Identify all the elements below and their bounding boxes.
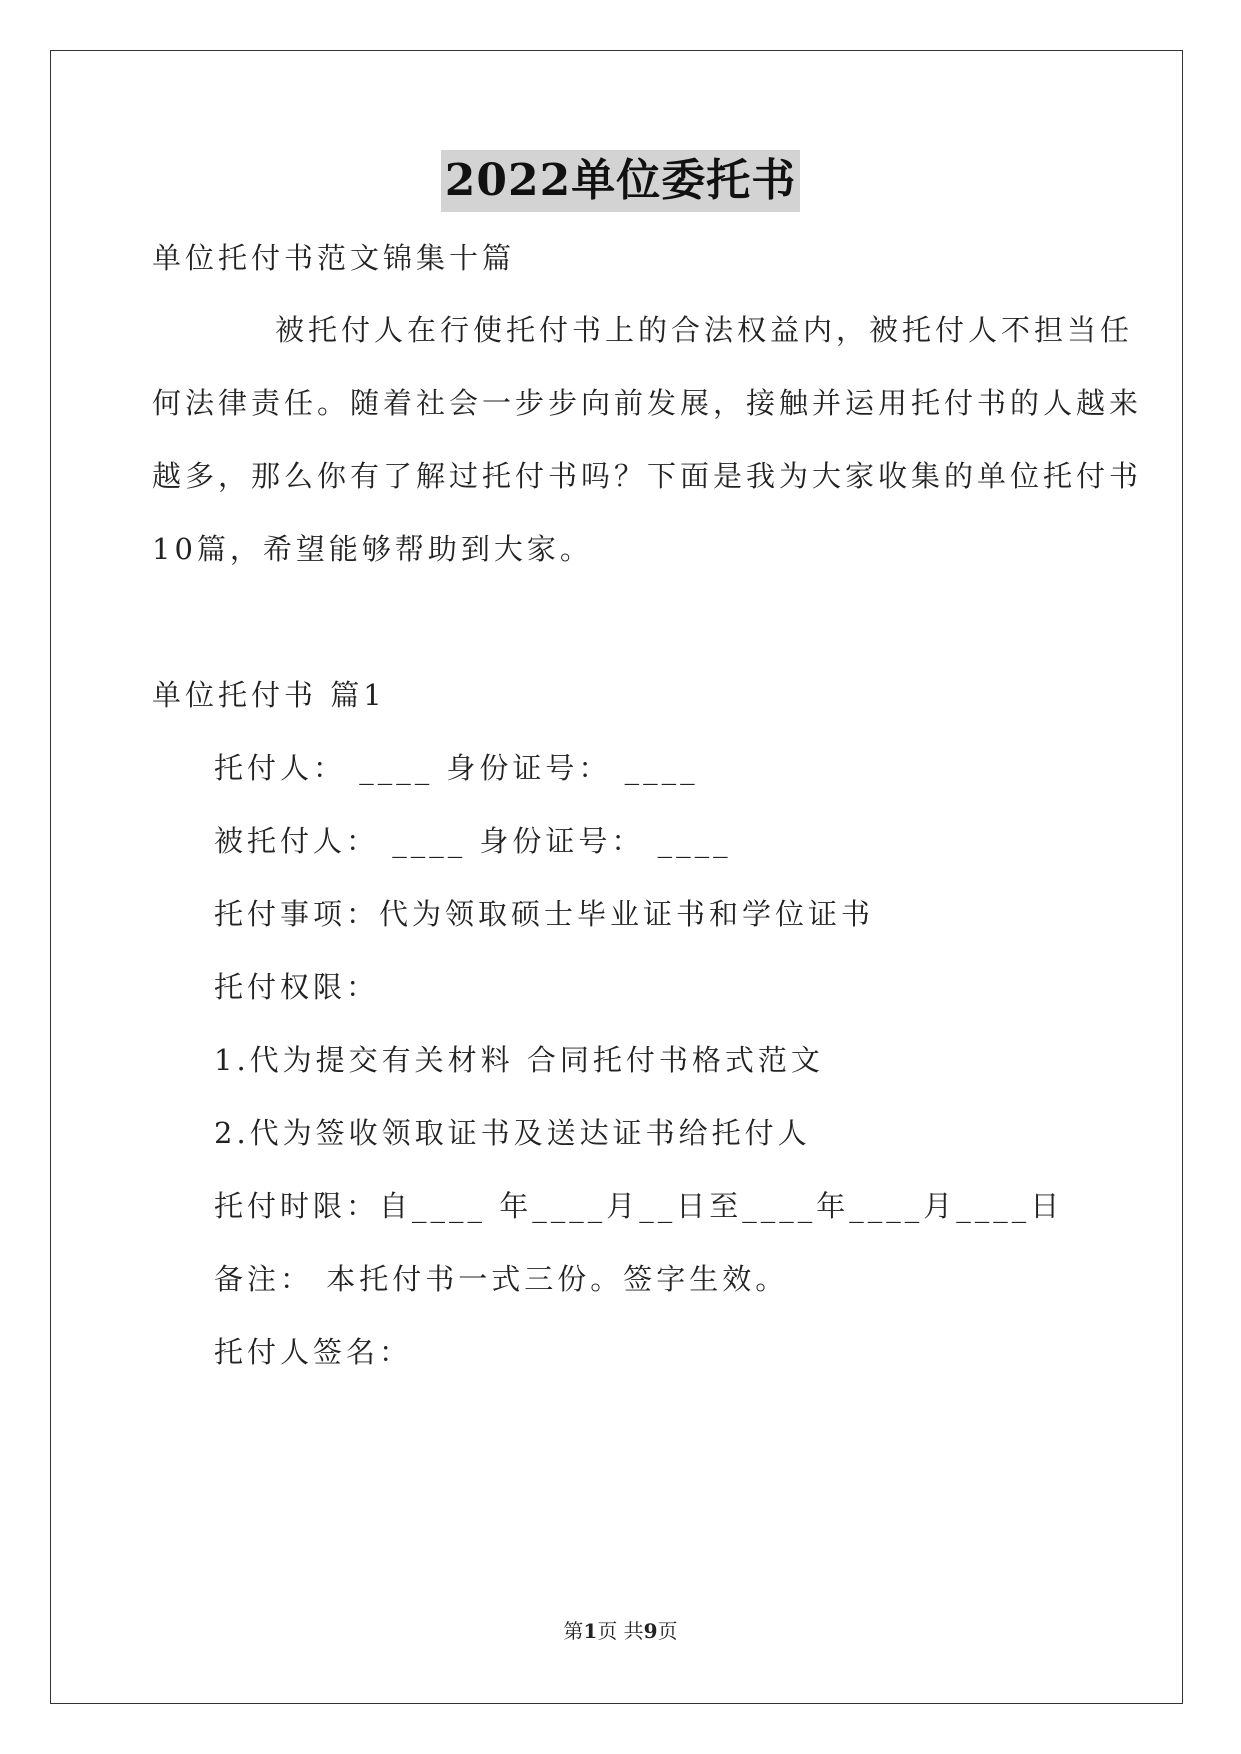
title-container: [0, 150, 1241, 212]
intro-line-2: 何法律责任。随着社会一步步向前发展，接触并运用托付书的人越来: [152, 386, 1143, 420]
document-title: 2022单位委托书: [441, 150, 800, 212]
authority-item-2: 2.代为签收领取证书及送达证书给托付人: [214, 1116, 811, 1150]
field-agent: 被托付人： ____ 身份证号： ____: [214, 824, 732, 858]
section-heading: 单位托付书 篇1: [152, 678, 386, 712]
page-footer: [0, 1618, 1241, 1644]
footer-mid: 页 共: [597, 1619, 644, 1643]
authority-item-1: 1.代为提交有关材料 合同托付书格式范文: [214, 1043, 824, 1077]
field-remarks: 备注： 本托付书一式三份。签字生效。: [214, 1262, 789, 1296]
intro-line-1: 被托付人在行使托付书上的合法权益内，被托付人不担当任: [275, 313, 1134, 347]
footer-suffix: 页: [657, 1619, 678, 1643]
field-principal: 托付人： ____ 身份证号： ____: [214, 751, 699, 785]
field-signature: 托付人签名：: [214, 1335, 413, 1369]
footer-current-page: 1: [583, 1619, 598, 1643]
field-term: 托付时限：自____ 年____月__日至____年____月____日: [214, 1189, 1064, 1223]
document-subtitle: 单位托付书范文锦集十篇: [152, 241, 516, 275]
field-authority: 托付权限：: [214, 970, 380, 1004]
page-border: [50, 50, 1183, 1704]
footer-total-pages: 9: [643, 1619, 658, 1643]
intro-line-4: 10篇，希望能够帮助到大家。: [152, 532, 593, 566]
field-matter: 托付事项：代为领取硕士毕业证书和学位证书: [214, 897, 875, 931]
footer-prefix: 第: [563, 1619, 584, 1643]
intro-line-3: 越多，那么你有了解过托付书吗？下面是我为大家收集的单位托付书: [152, 459, 1143, 493]
